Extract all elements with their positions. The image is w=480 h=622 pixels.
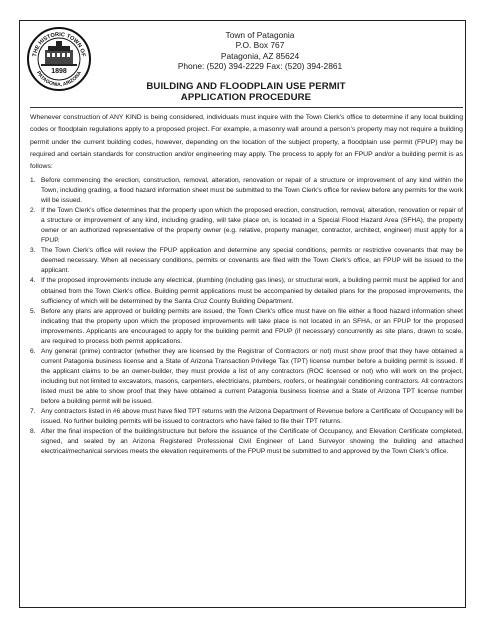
item-number: 5.	[30, 307, 36, 315]
item-number: 7.	[30, 408, 36, 416]
town-seal-icon	[26, 26, 92, 92]
item-number: 6.	[30, 347, 36, 355]
procedure-item	[30, 427, 463, 457]
letterhead-org: Town of Patagonia	[225, 30, 295, 40]
item-number: 2.	[30, 207, 36, 215]
title-line-2: APPLICATION PROCEDURE	[180, 92, 312, 103]
item-text: If the proposed improvements include any electrical, plumbing (including gas lines), or structural work, a building permit must be applied for and obtained from the Town Clerk’s office. Building permit applications must be accompanied by detailed plans for the proposed improvements, the sufficiency of which will be determined by the Santa Cruz County Building Department.	[41, 277, 463, 305]
letterhead	[140, 30, 380, 72]
letterhead-po-box: P.O. Box 767	[235, 40, 285, 51]
letterhead-city: Patagonia, AZ 85624	[220, 50, 300, 61]
item-text: Any contractors listed in #6 above must have filed TPT returns with the Arizona Department of Revenue before a Certificate of Occupancy will be issued. No further building permits will be issued to contractors who have failed to file their TPT returns.	[41, 408, 463, 426]
item-text: Any general (prime) contractor (whether they are licensed by the Registrar of Contractors or not) must show proof that they have obtained a current Patagonia business license and a State of Arizona Transaction Privilege Tax (TPT) license number before a building permit is issued. If the applicant claims to be an owner-builder, they must provide a list of any contractors (ROC licensed or not) who will work on the project, including but not limited to excavators, masons, carpenters, electricians, plumbers, roofers, or heating/air conditioning contractors. All contractors listed must be able to show proof that they have obtained a current Patagonia business license and a State of Arizona TPT license number before a building permit will be issued.	[41, 347, 463, 406]
procedure-item	[30, 347, 463, 407]
procedure-item	[30, 407, 463, 427]
item-number: 8.	[30, 428, 36, 436]
letterhead-phone-fax: Phone: (520) 394-2229 Fax: (520) 394-2861	[177, 61, 343, 72]
procedure-item	[30, 276, 463, 306]
seal-year: 1898	[51, 68, 67, 75]
item-text: The Town Clerk’s office will review the FPUP application and determine any special conditions, permits or restrictive covenants that may be deemed necessary. When all necessary conditions, permits or covenants are filed with the Town Clerk’s office, an FPUP will be issued to the applicant.	[41, 247, 463, 275]
item-number: 1.	[30, 177, 36, 184]
item-number: 4.	[30, 277, 36, 285]
document-title	[96, 81, 396, 103]
procedure-item	[30, 176, 463, 206]
title-divider	[30, 107, 463, 108]
item-text: After the final inspection of the building/structure but before the issuance of the Certificate of Occupancy, and Elevation Certificate completed, signed, and sealed by an Arizona Registered Professional Civil Engineer of Land Surveyor showing the building and attached electrical/mechanical services meets the elevation requirements of the FPUP must be submitted to and approved by the Town Clerk’s office.	[41, 428, 463, 456]
seal-top-text: THE HISTORIC TOWN OF	[32, 31, 86, 58]
item-number: 3.	[30, 247, 36, 255]
item-text: Before any plans are approved or building permits are issued, the Town Clerk’s office must have on file either a flood hazard information sheet indicating that the property upon which the proposed improvements will take place is not located in an SFHA, or an FPUP for the proposed improvements. Applicants are encouraged to apply for the building permit and FPUP (if necessary) concurrently as site plans, drawn to scale, are required to process both permit applications.	[41, 307, 463, 345]
procedure-list	[30, 176, 463, 457]
procedure-item	[30, 246, 463, 276]
procedure-item	[30, 206, 463, 246]
intro-paragraph: Whenever construction of ANY KIND is being considered, individuals must inquire with the Town Clerk’s office to determine if any local building codes or floodplain regulations apply to a proposed project. For example, a masonry wall around a person’s property may not require a building permit under the current building codes, however, depending on the location of the subject property, a floodplain use permit (FPUP) may be required and certain standards for construction and/or engineering may apply. The process to apply for an FPUP and/or a building permit is as follows:	[30, 114, 463, 171]
item-text: If the Town Clerk’s office determines that the property upon which the proposed erection, construction, removal, alteration, renovation or repair of a structure or improvement of any kind, including grading, will take place on, is located in a Special Flood Hazard Area (SFHA), the property owner or an authorized representative of the property owner (e.g. relative, property manager, contractor, architect, engineer) must apply for a FPUP.	[41, 207, 463, 245]
item-text: Before commencing the erection, construction, removal, alteration, renovation or repair of a structure or improvement of any kind within the Town, including grading, a flood hazard information sheet must be submitted to the Town Clerk’s office for review before any permits for the work will be issued.	[41, 177, 463, 205]
seal-bottom-text: PATAGONIA, ARIZONA	[34, 70, 84, 89]
title-line-1: BUILDING AND FLOODPLAIN USE PERMIT	[146, 81, 346, 92]
procedure-item	[30, 307, 463, 347]
